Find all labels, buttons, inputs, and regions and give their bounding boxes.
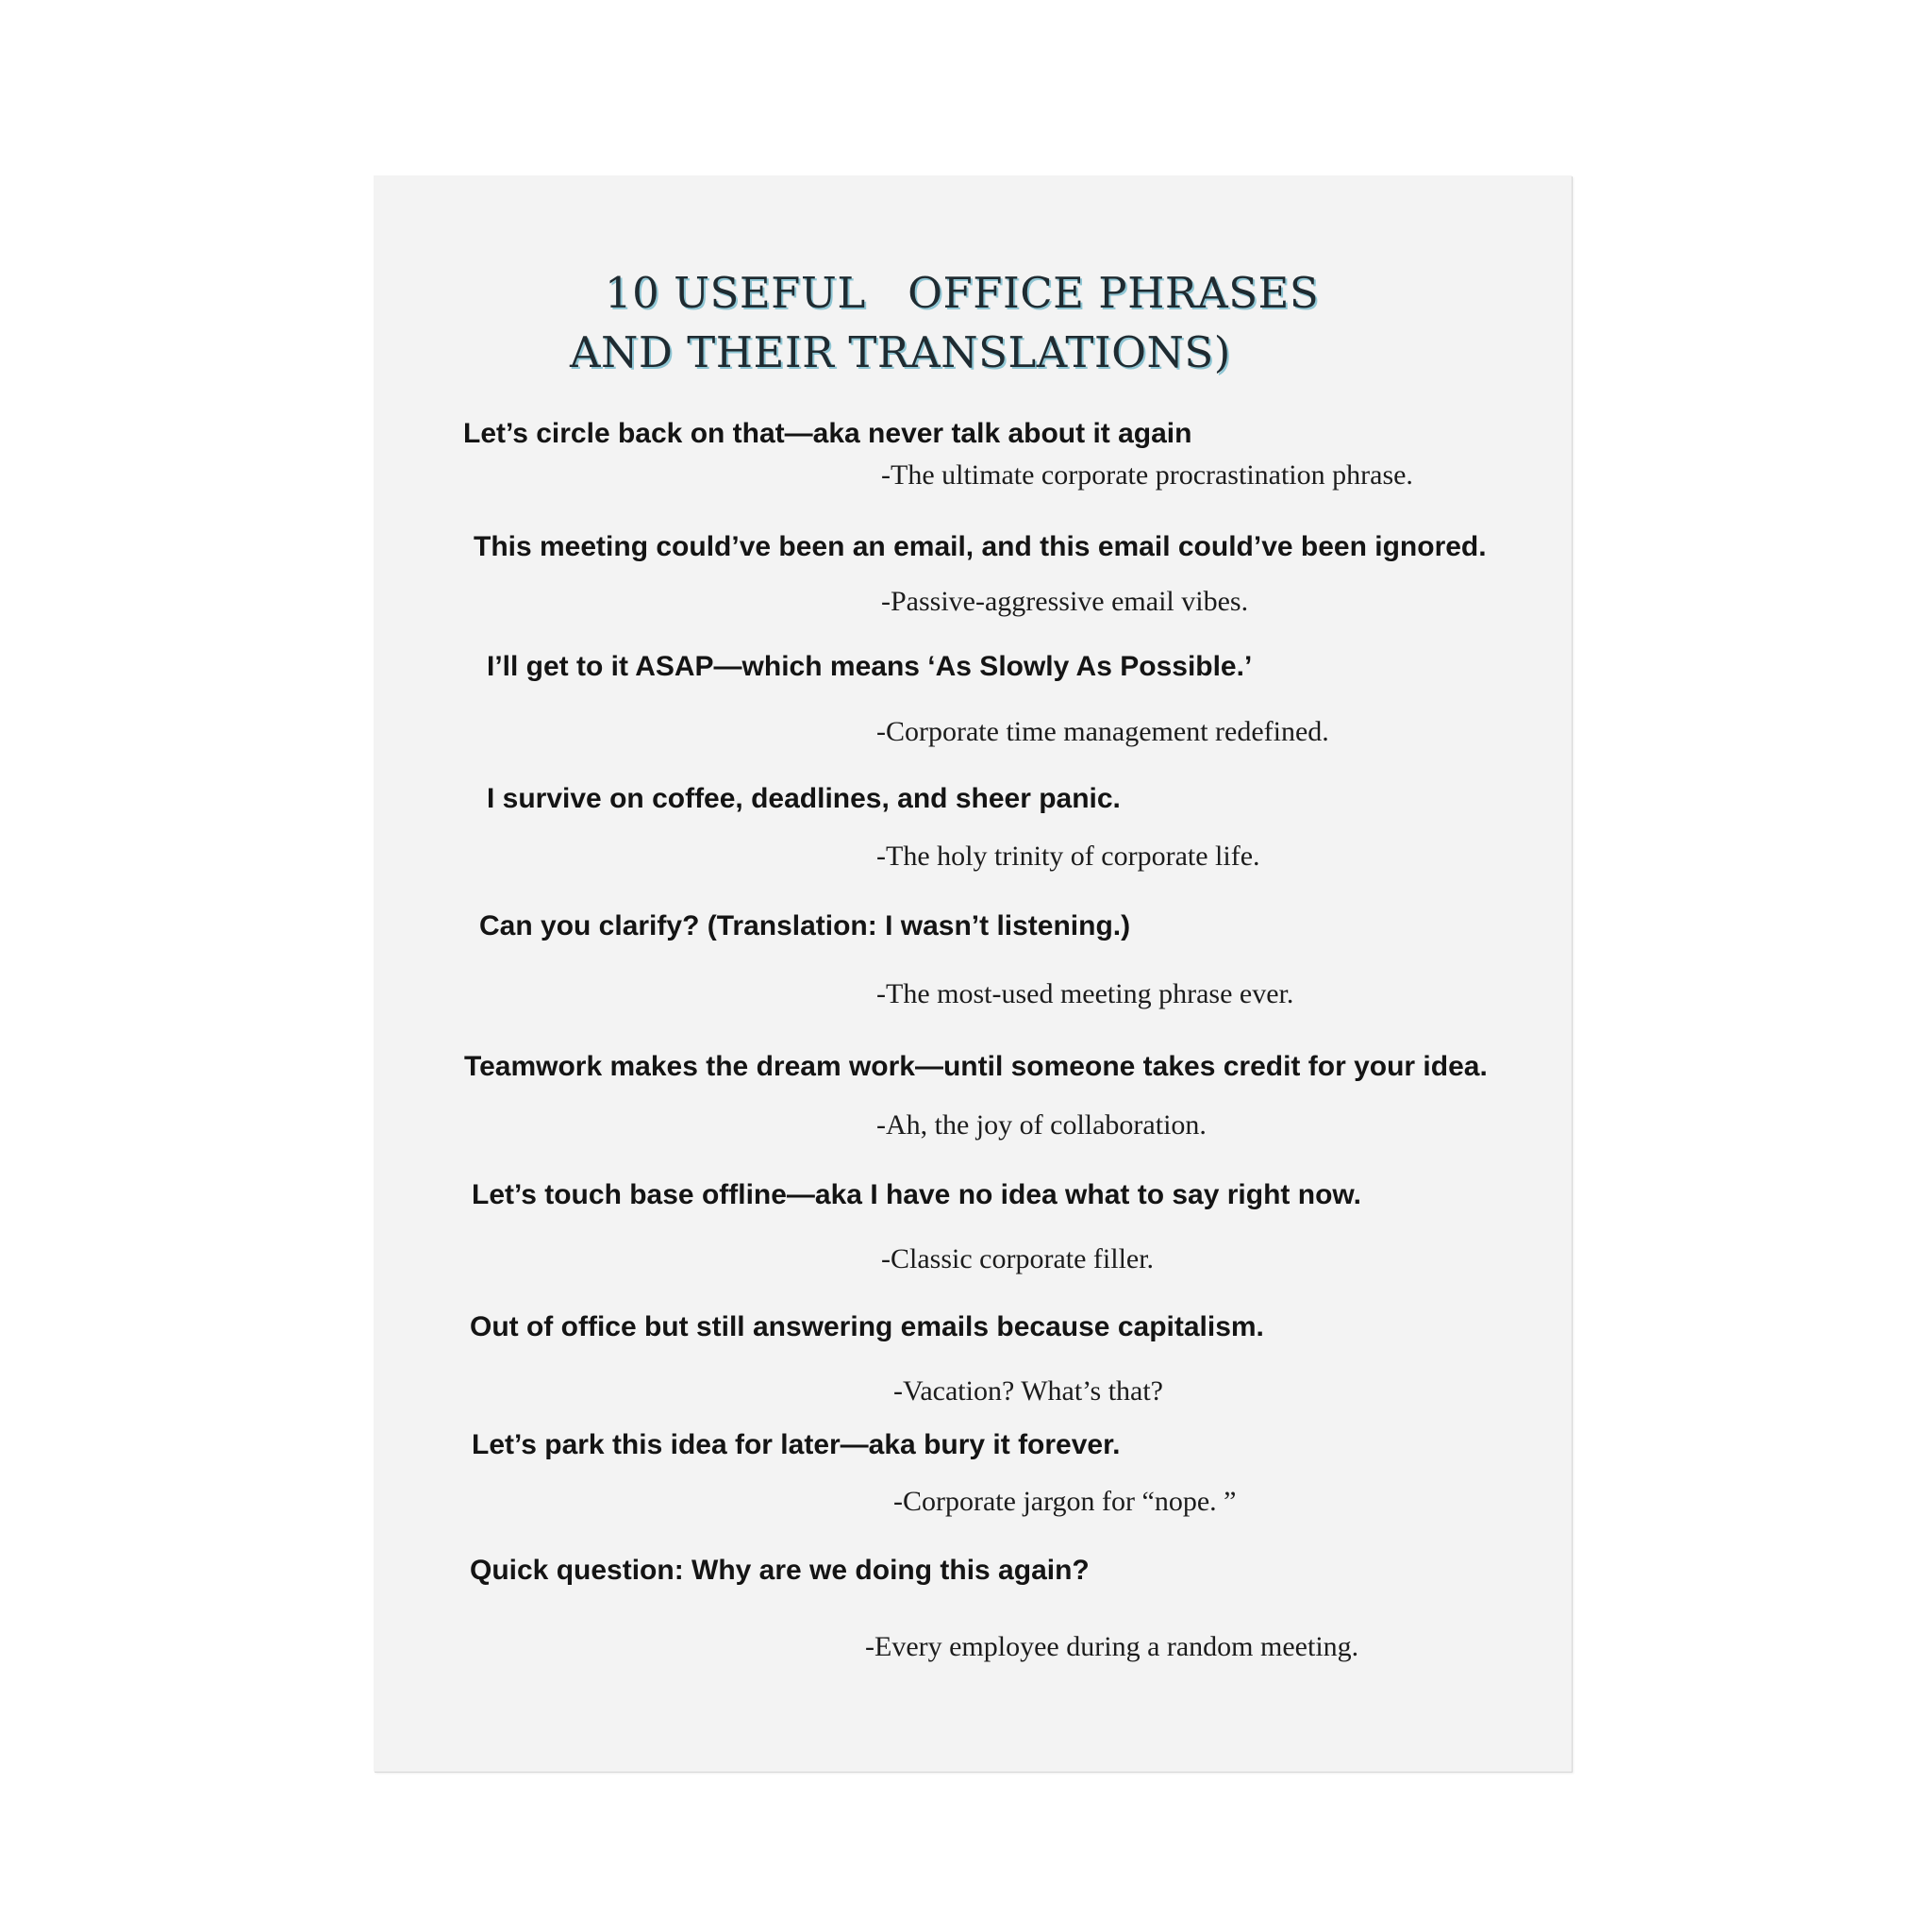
translation-1: -The ultimate corporate procrastination phrase. (881, 459, 1413, 491)
phrase-3: I’ll get to it ASAP—which means ‘As Slowly As Possible.’ (487, 651, 1253, 682)
phrase-6: Teamwork makes the dream work—until someone takes credit for your idea. (464, 1051, 1488, 1082)
translation-10: -Every employee during a random meeting. (865, 1631, 1359, 1662)
translation-3: -Corporate time management redefined. (876, 716, 1329, 747)
phrase-5: Can you clarify? (Translation: I wasn’t listening.) (479, 910, 1131, 941)
phrase-1: Let’s circle back on that—aka never talk about it again (463, 418, 1192, 449)
translation-9: -Corporate jargon for “nope. ” (893, 1486, 1237, 1517)
title-line-1: 10 USEFUL OFFICE PHRASES (605, 268, 1320, 318)
phrase-8: Out of office but still answering emails because capitalism. (470, 1311, 1264, 1342)
title-line-2: AND THEIR TRANSLATIONS) (570, 327, 1231, 377)
translation-8: -Vacation? What’s that? (893, 1375, 1163, 1407)
phrase-2: This meeting could’ve been an email, and this email could’ve been ignored. (474, 531, 1487, 562)
translation-2: -Passive-aggressive email vibes. (881, 586, 1249, 617)
poster (374, 175, 1572, 1772)
phrase-10: Quick question: Why are we doing this again? (470, 1555, 1090, 1586)
translation-4: -The holy trinity of corporate life. (876, 841, 1260, 872)
translation-7: -Classic corporate filler. (881, 1243, 1155, 1274)
translation-5: -The most-used meeting phrase ever. (876, 978, 1294, 1009)
phrase-4: I survive on coffee, deadlines, and sheer panic. (487, 783, 1121, 814)
phrase-7: Let’s touch base offline—aka I have no idea what to say right now. (472, 1179, 1361, 1210)
translation-6: -Ah, the joy of collaboration. (876, 1109, 1207, 1141)
phrase-9: Let’s park this idea for later—aka bury it forever. (472, 1429, 1121, 1460)
